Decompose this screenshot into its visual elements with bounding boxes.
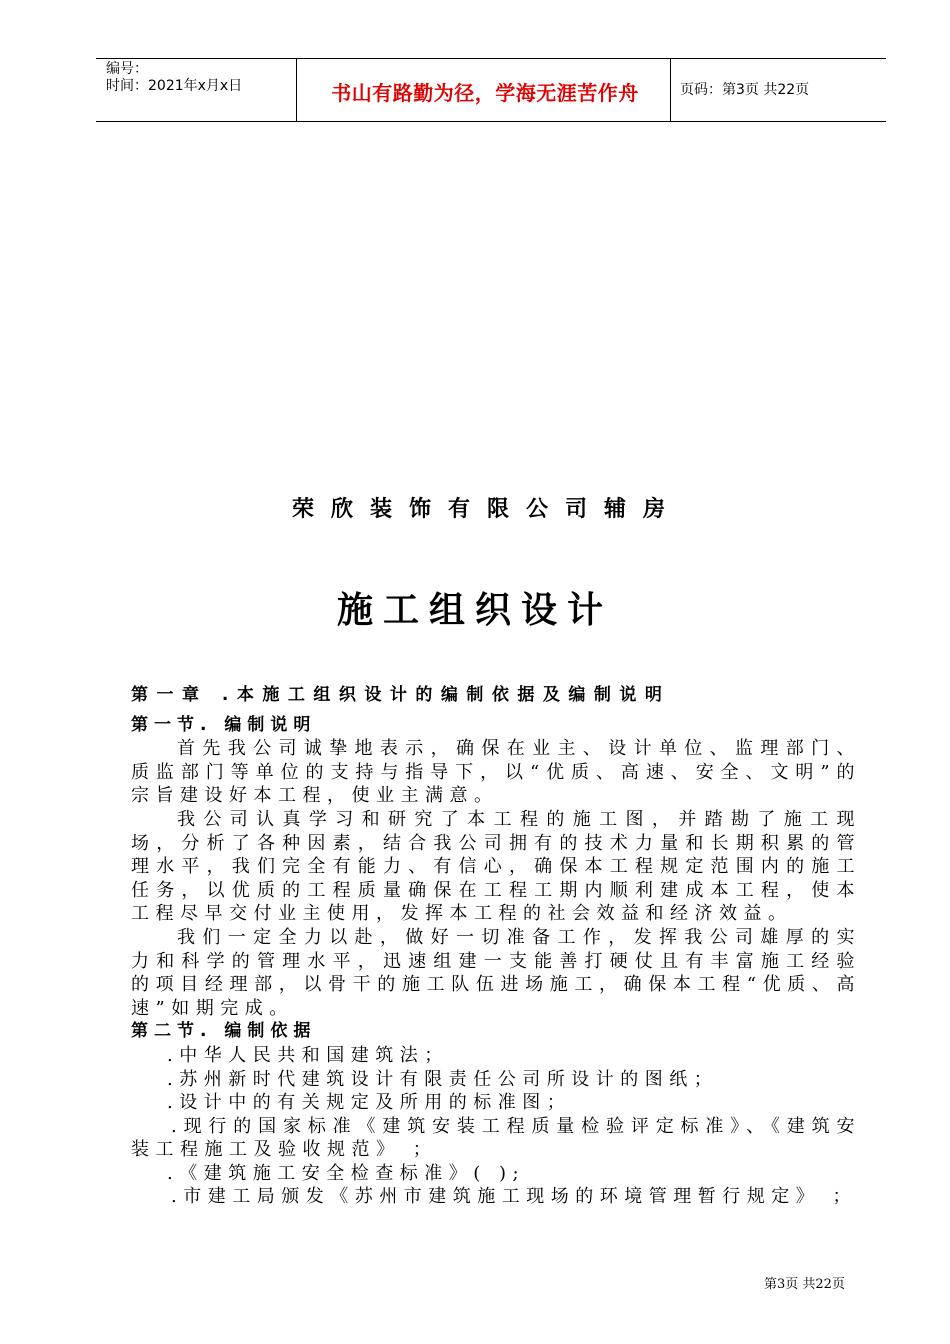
header-divider	[296, 59, 297, 121]
section-heading: 第二节. 编制依据	[131, 1021, 317, 1042]
document-title: 施工组织设计	[336, 589, 613, 631]
page-header	[96, 58, 886, 122]
company-name: 荣欣装饰有限公司辅房	[291, 497, 682, 522]
list-item: .苏州新时代建筑设计有限责任公司所设计的图纸；	[167, 1068, 719, 1090]
document-body	[131, 684, 861, 1209]
list-item: .现行的国家标准《建筑安装工程质量检验评定标准》、《建筑安装工程施工及验收规范》 ；	[131, 1115, 861, 1161]
header-motto: 书山有路勤为径，学海无涯苦作舟	[331, 81, 639, 105]
chapter-heading: 第一章 .本施工组织设计的编制依据及编制说明	[131, 685, 671, 705]
list-item: .《建筑施工安全检查标准》( );	[167, 1162, 526, 1184]
document-number-label: 编号：	[106, 61, 148, 77]
list-item: .市建工局颁发《苏州市建筑施工现场的环境管理暂行规定》 ；	[171, 1186, 857, 1208]
header-page-info: 页码：第3页 共22页	[680, 82, 810, 98]
document-date: 时间：2021年x月x日	[106, 78, 243, 94]
page-footer: 第3页 共22页	[764, 1277, 845, 1292]
paragraph: 我们一定全力以赴，做好一切准备工作，发挥我公司雄厚的实力和科学的管理水平，迅速组建一支能善打硬仗且有丰富施工经验的项目经理部，以骨干的施工队伍进场施工，确保本工程“优质、高速”如期完成。	[131, 926, 861, 1019]
list-item: .设计中的有关规定及所用的标准图；	[167, 1092, 572, 1114]
paragraph: 首先我公司诚挚地表示，确保在业主、设计单位、监理部门、质监部门等单位的支持与指导下，以“优质、高速、安全、文明”的宗旨建设好本工程，使业主满意。	[131, 738, 861, 807]
section-heading: 第一节. 编制说明	[131, 714, 317, 735]
list-item: .中华人民共和国建筑法；	[167, 1044, 449, 1066]
paragraph: 我公司认真学习和研究了本工程的施工图，并踏勘了施工现场，分析了各种因素，结合我公司拥有的技术力量和长期积累的管理水平，我们完全有能力、有信心，确保本工程规定范围内的施工任务，以优质的工程质量确保在工程工期内顺利建成本工程，使本工程尽早交付业主使用，发挥本工程的社会效益和经济效益。	[131, 808, 861, 925]
